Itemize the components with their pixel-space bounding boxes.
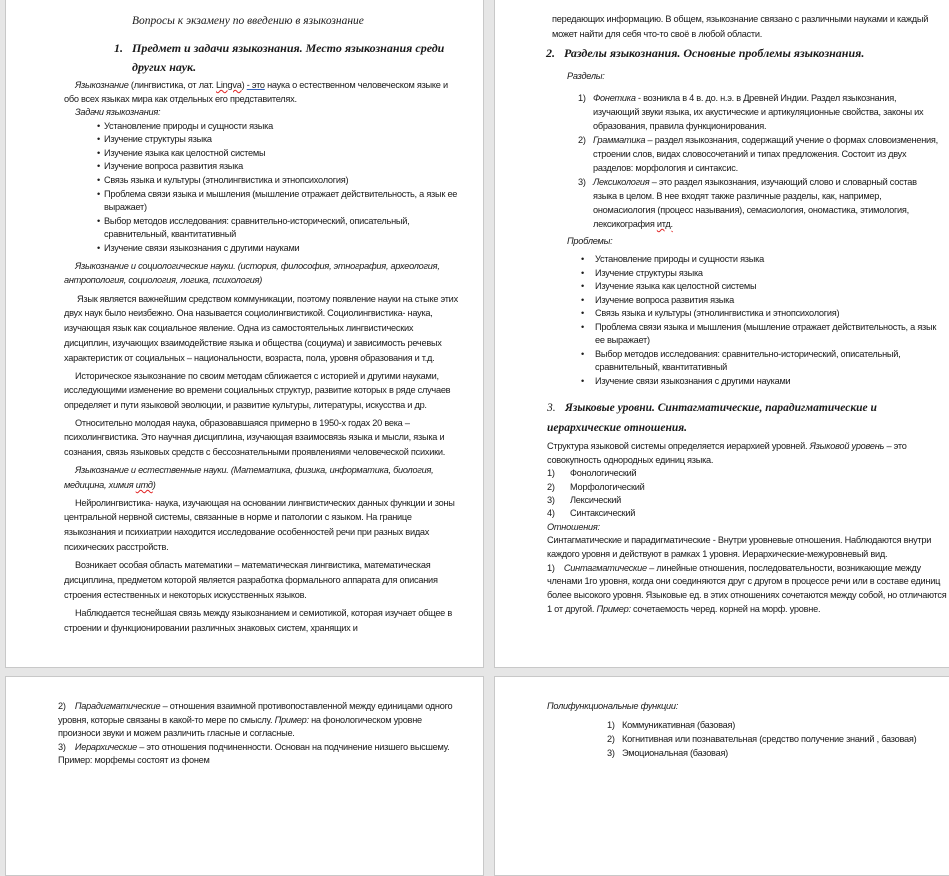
bullet-icon: •	[581, 281, 584, 292]
list-item	[581, 321, 947, 348]
list-item	[75, 242, 460, 256]
document-page-2	[494, 0, 949, 668]
bullet-icon: •	[97, 215, 100, 226]
text: наука о естественном человеческом языке и обо всех языках мира как отдельных его представителях.	[64, 80, 448, 104]
list-item-text: Изучение связи языкознания с другими науками	[595, 375, 791, 386]
syntagmatic-paragraph	[547, 562, 947, 617]
text: – отношения взаимной противопоставленной между единицами одного уровня, которые связаны в какой-то мере по смыслу.	[58, 701, 453, 725]
section-item	[578, 133, 940, 175]
text: (лингвистика, от лат.	[128, 80, 217, 90]
bullet-icon: •	[581, 254, 584, 265]
list-item-text: Установление природы и сущности языка	[104, 120, 273, 131]
list-item-text: Изучение языка как целостной системы	[104, 147, 266, 158]
term: Грамматика	[593, 135, 646, 146]
spellcheck-word[interactable]: итд.	[656, 219, 673, 230]
bullet-icon: •	[581, 308, 584, 319]
section-text: – это раздел языкознания, изучающий слово и словарный состав языка в целом. В нее входят также различные разделы, как, например, ономасиология (процесс называния), семасиология, ономастика, этимология, лексикография	[593, 177, 917, 230]
bullet-icon: •	[97, 188, 100, 199]
list-item-text: Связь языка и культуры (этнолингвистика и этнопсихология)	[104, 174, 349, 185]
list-item	[547, 507, 937, 520]
list-item-text: Коммуникативная (базовая)	[622, 720, 736, 730]
list-item-text: Лексический	[570, 495, 622, 505]
relations-label: Отношения:	[547, 521, 600, 532]
bullet-icon: •	[97, 161, 100, 172]
list-number: 3)	[58, 741, 66, 752]
socio-heading: Языкознание и социологические науки. (история, философия, этнография, археология, антропология, социология, логика, психология)	[64, 260, 440, 286]
socio-paragraph: Язык является важнейшим средством коммуникации, поэтому появление науки на стыке этих двух наук было неизбежно. Она называется социолингвистикой. Социолингвистика- наука, изучающая язык как социальное явление. Одна из самостоятельных лингвистических дисциплин, изучающих взаимодействие языка и общества (социума) и зависимость речевых характеристик от социальных – национальности, возраста, пола, уровня образования и т.д.	[64, 293, 458, 363]
heading-2	[546, 45, 949, 61]
list-item	[75, 147, 460, 161]
list-item-text: Проблема связи языка и мышления (мышление отражает действительность, а язык ее выражает)	[104, 188, 458, 213]
text: – линейные отношения, последовательности, возникающие между членами 1го уровня, когда они соединяются друг с другом в процессе речи или в составе единиц более высокого уровня. Языковые ед. в этих отношениях сочетаются между собой, но отличаются 1 от другой.	[547, 562, 947, 614]
list-item-text: Изучение вопроса развития языка	[104, 161, 243, 172]
list-number: 1)	[547, 468, 555, 479]
history-paragraph: Историческое языкознание по своим методам сближается с историей и другими науками, исследующими изменение во времени социальных структур, развитие которых в ряде случаев определяет и пути языковой эволюции, и развитие культуры, литературы, искусства и др.	[64, 370, 451, 410]
tasks-label: Задачи языкознания:	[75, 107, 161, 117]
bullet-icon: •	[97, 120, 100, 131]
list-item-text: Фонологический	[570, 468, 637, 479]
bullet-icon: •	[97, 134, 100, 145]
psycho-paragraph: Относительно молодая наука, образовавшаяся примерно в 1950-х годах 20 века – психолингвистика. Это научная дисциплина, изучающая взаимосвязь языка и мысли, языка и сознания, связь языковых средств с бессознательными проявлениями человеческой психики.	[64, 417, 446, 457]
list-item-text: Морфологический	[570, 481, 645, 492]
term: Языкознание	[75, 80, 129, 90]
section-item	[578, 175, 940, 231]
section-item	[578, 91, 940, 133]
heading-text: Разделы языкознания. Основные проблемы языкознания.	[564, 46, 865, 61]
spellcheck-word[interactable]: Lingva	[216, 80, 242, 90]
structure-paragraph	[547, 439, 945, 467]
list-item	[581, 375, 947, 389]
list-item-text: Синтаксический	[570, 508, 636, 519]
tasks-list	[75, 120, 460, 256]
bullet-icon: •	[97, 174, 100, 185]
text: Языкознание и естественные науки. (Математика, физика, информатика, биология, медицина, химия	[64, 465, 434, 490]
problems-list	[581, 253, 947, 388]
list-item-text: Выбор методов исследования: сравнительно-исторический, описательный, сравнительный, квантитативный	[595, 348, 901, 373]
bullet-icon: •	[581, 348, 584, 359]
heading-line: иерархические отношения.	[547, 422, 688, 435]
list-item	[581, 307, 947, 321]
semiotics-paragraph: Наблюдается теснейшая связь между языкознанием и семиотикой, которая изучает общее в строении и функционировании различных знаковых систем, хранящих и	[64, 608, 452, 633]
list-item	[75, 215, 460, 242]
heading-number: 1.	[114, 41, 123, 55]
functions-label: Полифункциональные функции:	[547, 701, 679, 711]
list-item	[607, 732, 949, 746]
list-item-text: Когнитивная или познавательная (средство получение знаний , базовая)	[622, 734, 917, 744]
heading-number: 3.	[547, 402, 556, 415]
natural-heading	[64, 463, 458, 492]
bullet-icon: •	[97, 242, 100, 253]
heading-line: других наук.	[132, 60, 197, 74]
section-text: - возникла в 4 в. до. н.э. в Древней Индии. Раздел языкознания, изучающий звуки языка, их акустические и артикуляционные свойства, законы их образования, правила функционирования.	[593, 93, 924, 132]
example-label: Пример:	[274, 714, 309, 725]
term: Языковой уровень	[809, 441, 885, 452]
text: на фонологическом уровне произноси звуки и можем различить гласные и согласные.	[58, 714, 422, 739]
relations-paragraph: Синтагматические и парадигматические - Внутри уровневые отношения. Наблюдаются внутри каждого уровня и действуют в рамках 1 уровня. Иерархические-межуровневый вид.	[547, 535, 932, 559]
functions-list	[607, 718, 949, 760]
heading-number: 2.	[546, 46, 555, 61]
list-item	[607, 746, 949, 760]
levels-list	[547, 467, 937, 521]
math-paragraph: Возникает особая область математики – математическая лингвистика, математическая дисциплина, предметом которой является разработка формального аппарата для описания строения естественных и некоторых искусственных языков.	[64, 560, 438, 600]
document-title: Вопросы к экзамену по введению в языкознание	[132, 15, 364, 27]
term: Парадигматические	[74, 701, 161, 711]
text: )	[152, 480, 156, 490]
list-number: 3)	[607, 748, 615, 758]
bullet-icon: •	[581, 294, 584, 305]
list-number: 1)	[607, 720, 615, 730]
bullet-icon: •	[581, 375, 584, 386]
example-label: Пример:	[596, 603, 631, 614]
list-item	[607, 718, 949, 732]
bullet-icon: •	[581, 267, 584, 278]
list-item	[547, 494, 937, 507]
list-item-text: Изучение вопроса развития языка	[595, 294, 734, 305]
problems-label: Проблемы:	[567, 236, 613, 247]
list-item	[547, 481, 937, 494]
text: )	[241, 80, 247, 90]
list-item	[75, 133, 460, 147]
list-number: 2)	[58, 701, 66, 711]
list-number: 3)	[547, 495, 555, 505]
list-item	[75, 160, 460, 174]
neuro-paragraph: Нейролингвистика- наука, изучающая на основании лингвистических данных функции и зоны центральной нервной системы, связанные в норме и патологии с языком. На границе языкознания и психиатрии находится исследование особенностей речи при разных видах психических расстройств.	[64, 497, 455, 552]
list-item	[581, 294, 947, 308]
hierarchical-paragraph	[58, 741, 458, 768]
text: – это отношения подчиненности. Основан на подчинение низшего высшему. Пример: морфемы состоят из фонем	[58, 741, 450, 766]
list-number: 4)	[547, 508, 555, 519]
list-item-text: Установление природы и сущности языка	[595, 254, 764, 265]
paradigmatic-paragraph	[58, 700, 458, 741]
text: Структура языковой системы определяется иерархией уровней.	[547, 441, 810, 452]
list-item	[75, 174, 460, 188]
list-item	[75, 188, 460, 215]
list-number: 2)	[607, 734, 615, 744]
text: сочетаемость черед. корней на морф. уровне.	[630, 603, 821, 614]
document-page-4	[494, 676, 949, 876]
heading-line: Предмет и задачи языкознания. Место языкознания среди	[132, 41, 445, 55]
heading-1	[114, 39, 454, 77]
list-item-text: Связь языка и культуры (этнолингвистика и этнопсихология)	[595, 308, 840, 319]
list-item	[75, 120, 460, 134]
bullet-icon: •	[97, 147, 100, 158]
term: Синтагматические	[563, 562, 647, 573]
heading-3	[547, 398, 947, 438]
list-item	[547, 467, 937, 480]
term: Иерархические	[74, 741, 137, 752]
bullet-icon: •	[581, 321, 584, 332]
term: Фонетика	[593, 93, 636, 104]
list-item	[581, 348, 947, 375]
intro-paragraph	[64, 78, 458, 106]
list-item	[581, 280, 947, 294]
list-item-text: Изучение языка как целостной системы	[595, 281, 757, 292]
list-item-text: Изучение структуры языка	[104, 134, 212, 145]
section-text: – раздел языкознания, содержащий учение о формах словоизменения, строении слов, видах словосочетаний и типах предложения. Состоит из двух разделов: морфология и синтаксис.	[593, 135, 938, 174]
list-item-text: Изучение структуры языка	[595, 267, 703, 278]
list-number: 1)	[578, 93, 586, 104]
list-number: 1)	[547, 562, 555, 573]
list-number: 2)	[578, 135, 586, 146]
document-page-1	[5, 0, 484, 668]
list-item	[581, 253, 947, 267]
sections-list	[578, 91, 940, 231]
document-page-3	[5, 676, 484, 876]
spellcheck-word[interactable]: итд	[135, 480, 153, 490]
list-item-text: Эмоциональная (базовая)	[622, 748, 728, 758]
sections-label: Разделы:	[567, 71, 605, 82]
text: – это совокупность однородных единиц языка.	[547, 441, 907, 466]
list-number: 3)	[578, 177, 586, 188]
continued-paragraph: передающих информацию. В общем, языкознание связано с различными науками и каждый может найти для себя что-то своё в любой области.	[552, 14, 929, 39]
list-item-text: Выбор методов исследования: сравнительно-исторический, описательный, сравнительный, квантитативный	[104, 215, 410, 240]
list-item	[581, 267, 947, 281]
list-item-text: Изучение связи языкознания с другими науками	[104, 242, 300, 253]
term: Лексикология	[593, 177, 650, 188]
list-item-text: Проблема связи языка и мышления (мышление отражает действительность, а язык ее выражает)	[595, 321, 937, 346]
list-number: 2)	[547, 481, 555, 492]
heading-line: Языковые уровни. Синтагматические, парадигматические и	[565, 402, 877, 415]
grammar-flag[interactable]: - это	[246, 80, 265, 90]
